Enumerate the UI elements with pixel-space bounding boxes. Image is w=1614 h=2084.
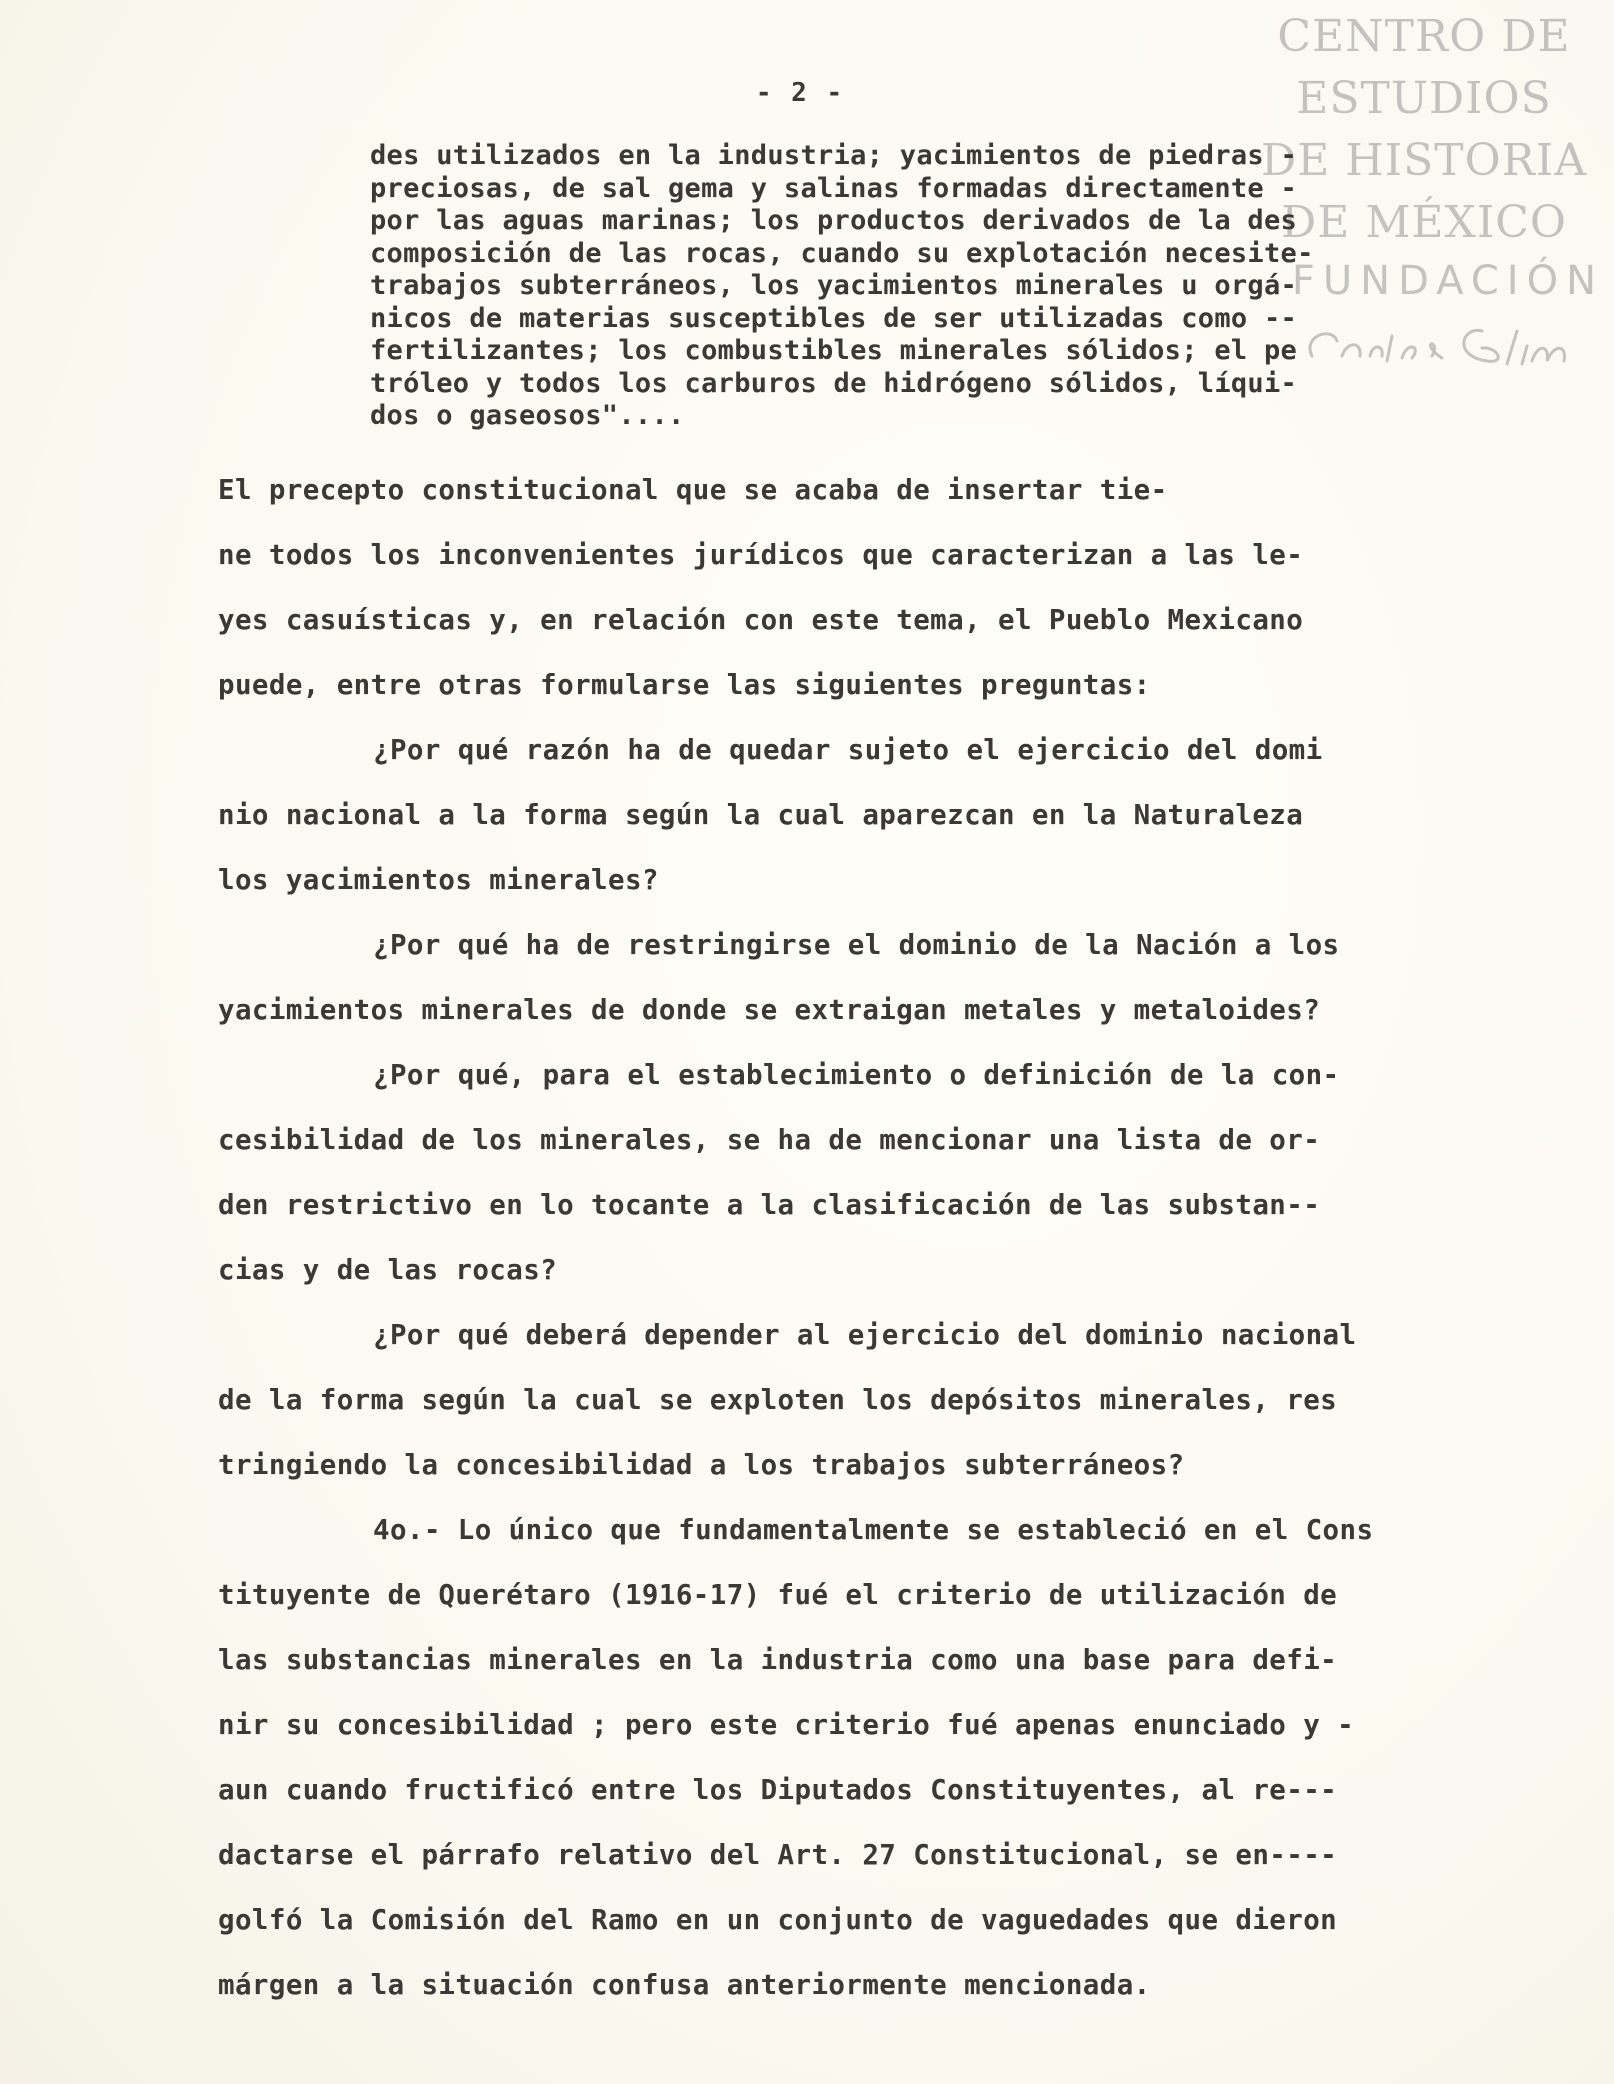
quote-line: des utilizados en la industria; yacimientos de piedras - — [370, 140, 1298, 171]
quote-line: por las aguas marinas; los productos derivados de la des — [370, 205, 1298, 236]
quote-line: dos o gaseosos".... — [370, 400, 685, 431]
body-line: golfó la Comisión del Ramo en un conjunto de vaguedades que dieron — [218, 1904, 1338, 1936]
quoted-passage — [370, 140, 1460, 433]
body-line: dactarse el párrafo relativo del Art. 27 Constitucional, se en---- — [218, 1839, 1338, 1871]
watermark-line: CENTRO DE — [1277, 11, 1571, 62]
body-line: puede, entre otras formularse las siguientes preguntas: — [218, 669, 1151, 701]
body-line: las substancias minerales en la industria como una base para defi- — [218, 1644, 1338, 1676]
body-line: tringiendo la concesibilidad a los trabajos subterráneos? — [218, 1449, 1185, 1481]
quote-line: trabajos subterráneos, los yacimientos minerales u orgá- — [370, 270, 1298, 301]
body-line: cesibilidad de los minerales, se ha de mencionar una lista de or- — [218, 1124, 1321, 1156]
quote-line: fertilizantes; los combustibles minerales sólidos; el pe — [370, 335, 1298, 366]
body-line: tituyente de Querétaro (1916-17) fué el criterio de utilización de — [218, 1579, 1338, 1611]
body-line: los yacimientos minerales? — [218, 864, 659, 896]
quote-line: nicos de materias susceptibles de ser utilizadas como -- — [370, 302, 1298, 334]
page-number: - 2 - — [755, 78, 845, 108]
watermark-foundation: FUNDACIÓN — [1291, 258, 1604, 304]
watermark-line: ESTUDIOS — [1296, 73, 1552, 124]
quote-line: composición de las rocas, cuando su explotación necesite- — [370, 237, 1314, 269]
body-line: cias y de las rocas? — [218, 1254, 558, 1286]
body-line: márgen a la situación confusa anteriormente mencionada. — [218, 1969, 1151, 2001]
body-line: de la forma según la cual se exploten los depósitos minerales, res — [218, 1384, 1338, 1416]
quote-line: tróleo y todos los carburos de hidrógeno sólidos, líqui- — [370, 367, 1298, 399]
body-line: ¿Por qué, para el establecimiento o definición de la con- — [373, 1059, 1340, 1091]
body-line: yacimientos minerales de donde se extraigan metales y metaloides? — [218, 994, 1321, 1026]
body-line: den restrictivo en lo tocante a la clasificación de las substan-- — [218, 1189, 1321, 1221]
quote-line: preciosas, de sal gema y salinas formadas directamente - — [370, 172, 1298, 204]
body-line: nio nacional a la forma según la cual aparezcan en la Naturaleza — [218, 799, 1304, 831]
body-line: yes casuísticas y, en relación con este tema, el Pueblo Mexicano — [218, 604, 1304, 636]
body-line: nir su concesibilidad ; pero este criterio fué apenas enunciado y - — [218, 1709, 1355, 1741]
body-line: El precepto constitucional que se acaba de insertar tie- — [218, 474, 1168, 506]
body-line: ¿Por qué deberá depender al ejercicio del dominio nacional — [373, 1319, 1357, 1351]
body-text — [218, 458, 1468, 2018]
body-line: aun cuando fructificó entre los Diputados Constituyentes, al re--- — [218, 1774, 1338, 1806]
body-line: ne todos los inconvenientes jurídicos que caracterizan a las le- — [218, 539, 1304, 571]
watermark-line: DE MÉXICO — [1281, 197, 1567, 248]
body-line: 4o.- Lo único que fundamentalmente se estableció en el Cons — [373, 1514, 1374, 1546]
body-line: ¿Por qué ha de restringirse el dominio de la Nación a los — [373, 929, 1340, 961]
body-line: ¿Por qué razón ha de quedar sujeto el ejercicio del domi — [373, 734, 1323, 766]
watermark-line: DE HISTORIA — [1261, 135, 1587, 186]
